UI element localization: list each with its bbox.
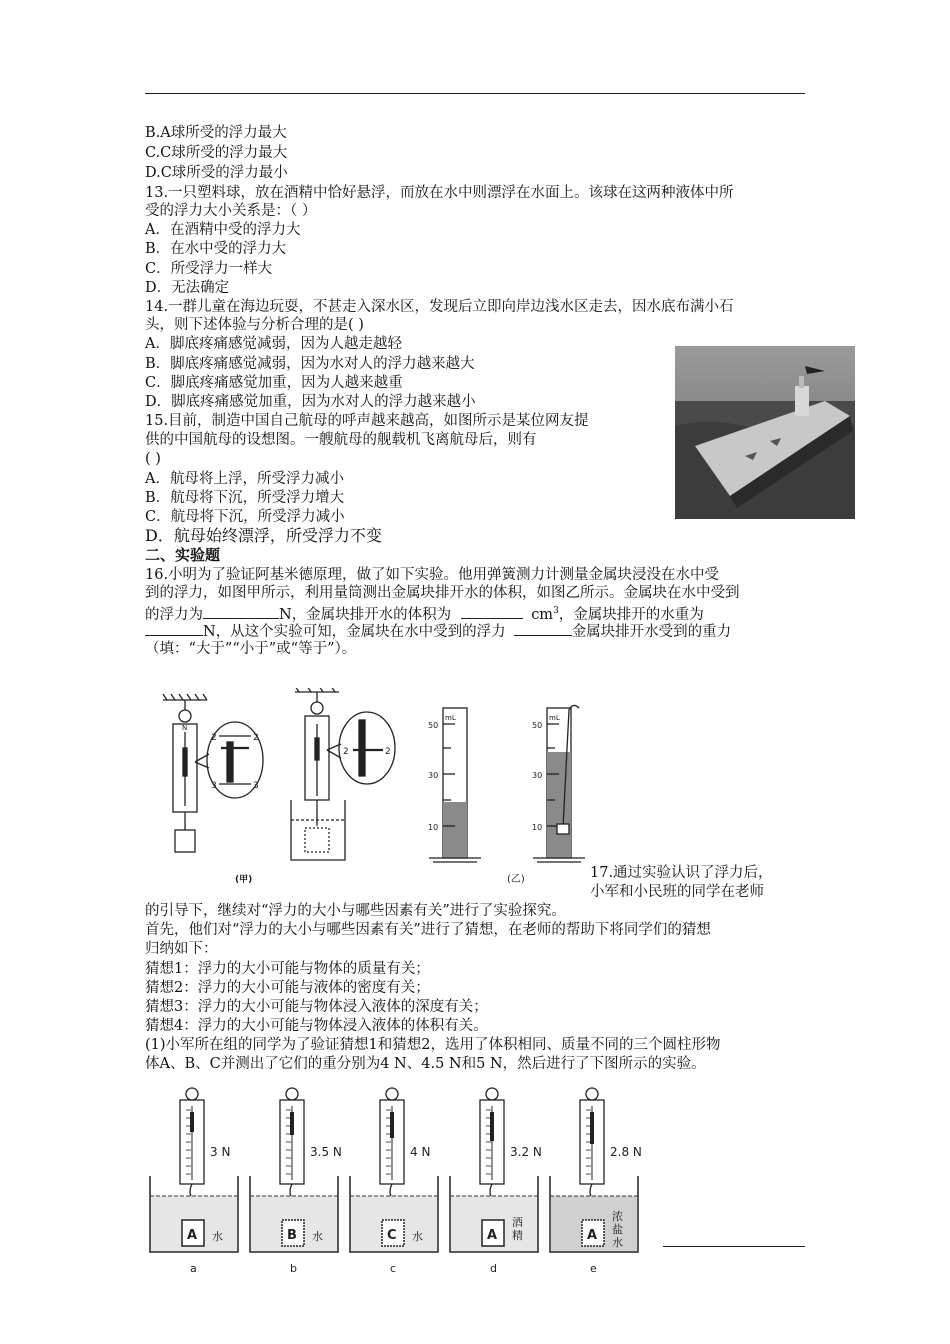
hypothesis-2: 猜想2：浮力的大小可能与液体的密度有关；	[145, 980, 430, 996]
q17-figure	[140, 1080, 670, 1280]
q15-option-b: B．航母将下沉，所受浮力增大	[145, 490, 345, 506]
block-label: C	[387, 1228, 397, 1243]
q17-part1-cont: 体A、B、C并测出了它们的重分别为4 N、4.5 N和5 N，然后进行了下图所示的实验。	[145, 1056, 706, 1072]
answer-blank-3[interactable]	[145, 621, 203, 636]
setup-label: d	[490, 1262, 497, 1275]
q17-stem-5: 归纳如下：	[145, 941, 218, 957]
magnifier-2-tick: 2	[343, 747, 349, 757]
liquid-label: 水	[412, 1230, 423, 1243]
q14-stem-cont: 头，则下述体验与分析合理的是( )	[145, 317, 364, 333]
magnifier-1-bottom-tick: 3	[211, 781, 217, 791]
q12-option-b: B.A球所受的浮力最大	[145, 125, 287, 141]
magnifier-1-top-tick: 2	[211, 733, 217, 743]
block-label: A	[587, 1228, 598, 1243]
scale-spring	[290, 1112, 294, 1135]
beaker-setup-a	[150, 1088, 238, 1275]
q16-text: 金属块排开水受到的重力	[571, 624, 732, 640]
scale-spring	[190, 1112, 194, 1132]
setup-label: b	[290, 1262, 297, 1275]
scale-unit-label: N	[182, 724, 188, 732]
q15-stem: 15.目前，制造中国自己航母的呼声越来越高，如图所示是某位网友提	[145, 413, 589, 429]
cylinder-tick-50: 50	[428, 721, 439, 730]
beaker-setup-c	[350, 1088, 438, 1275]
magnifier-1-bottom-tick: 3	[253, 781, 259, 791]
scale-reading: 4 N	[410, 1145, 431, 1159]
figure-caption-yi: (乙)	[507, 874, 525, 885]
q14-stem: 14.一群儿童在海边玩耍，不甚走入深水区，发现后立即向岸边浅水区走去，因水底布满小石	[145, 299, 734, 315]
q16-text: 的浮力为	[145, 606, 203, 623]
q15-paren: ( )	[145, 451, 161, 467]
q12-option-d: D.C球所受的浮力最小	[145, 165, 288, 181]
q16-text: N，从这个实验可知，金属块在水中受到的浮力	[203, 624, 506, 640]
q16-stem-5: （填：“大于”“小于”或“等于”）。	[145, 641, 357, 657]
q13-option-c: C．所受浮力一样大	[145, 261, 273, 277]
q13-option-b: B．在水中受的浮力大	[145, 241, 287, 257]
q16-stem: 16.小明为了验证阿基米德原理，做了如下实验。他用弹簧测力计测量金属块浸没在水中受	[145, 567, 720, 583]
figure-caption-jia: (甲)	[235, 875, 253, 885]
q13-option-a: A．在酒精中受的浮力大	[145, 222, 301, 238]
q17-part1: (1)小军所在组的同学为了验证猜想1和猜想2，选用了体积相同、质量不同的三个圆柱形物	[145, 1037, 721, 1053]
liquid-label: 酒精	[512, 1216, 523, 1242]
q17-stem-2: 小军和小民班的同学在老师	[590, 884, 764, 900]
hypothesis-1: 猜想1：浮力的大小可能与物体的质量有关；	[145, 961, 430, 977]
block-label: A	[187, 1228, 198, 1243]
block-label: B	[287, 1228, 297, 1243]
header-rule	[145, 93, 805, 94]
spring-scale-2	[291, 688, 345, 860]
cylinder-tick-30: 30	[532, 771, 543, 780]
q13-option-d: D．无法确定	[145, 280, 230, 296]
cylinder-tick-50: 50	[532, 721, 543, 730]
beaker-setup-e	[550, 1088, 642, 1275]
answer-blank-4[interactable]	[514, 621, 572, 636]
q15-option-c: C．航母将下沉，所受浮力减小	[145, 509, 345, 525]
beaker-setup-d	[450, 1088, 542, 1275]
unit-exponent: 3	[553, 606, 559, 616]
setup-label: e	[590, 1262, 597, 1275]
cylinder-tick-10: 10	[532, 823, 543, 832]
q12-option-c: C.C球所受的浮力最大	[145, 145, 288, 161]
q17-stem-3: 的引导下，继续对“浮力的大小与哪些因素有关”进行了实验探究。	[145, 903, 566, 919]
scale-reading: 2.8 N	[610, 1145, 642, 1159]
scale-spring	[590, 1112, 594, 1144]
q16-text: N，金属块排开水的体积为	[279, 606, 452, 623]
scale-reading: 3.5 N	[310, 1145, 342, 1159]
q14-option-b: B．脚底疼痛感觉减弱，因为水对人的浮力越来越大	[145, 356, 475, 372]
magnifier-2-tick: 2	[385, 747, 391, 757]
answer-rule	[663, 1246, 805, 1247]
spring-scale-1	[163, 694, 207, 852]
q15-option-a: A．航母将上浮，所受浮力减小	[145, 471, 344, 487]
q14-option-c: C．脚底疼痛感觉加重，因为人越来越重	[145, 375, 403, 391]
scale-ring	[386, 1088, 398, 1100]
q16-figure	[155, 688, 595, 888]
hypothesis-4: 猜想4：浮力的大小可能与物体浸入液体的体积有关。	[145, 1018, 488, 1034]
q16-text: ，金属块排开的水重为	[558, 606, 704, 623]
scale-ring	[186, 1088, 198, 1100]
cylinder-tick-30: 30	[428, 771, 439, 780]
answer-blank-2[interactable]	[461, 604, 523, 619]
q13-stem-cont: 受的浮力大小关系是：（ ）	[145, 203, 317, 219]
cylinder-unit: mL	[549, 714, 560, 722]
q14-option-a: A．脚底疼痛感觉减弱，因为人越走越轻	[145, 336, 402, 352]
unit-cm: cm	[531, 606, 554, 623]
q13-stem: 13.一只塑料球，放在酒精中恰好悬浮，而放在水中则漂浮在水面上。该球在这两种液体中所	[145, 185, 734, 201]
q16-stem-2: 到的浮力，如图甲所示，利用量筒测出金属块排开水的体积，如图乙所示。金属块在水中受到	[145, 585, 740, 601]
magnifier-1-top-tick: 2	[253, 733, 259, 743]
section-heading-experiments: 二、实验题	[145, 546, 221, 564]
liquid-label: 水	[212, 1230, 223, 1243]
answer-blank-1[interactable]	[203, 604, 279, 619]
q17-stem: 17.通过实验认识了浮力后，	[590, 865, 773, 881]
block-label: A	[487, 1228, 498, 1243]
scale-ring	[286, 1088, 298, 1100]
q17-stem-4: 首先，他们对“浮力的大小与哪些因素有关”进行了猜想，在老师的帮助下将同学们的猜想	[145, 922, 711, 938]
scale-ring	[586, 1088, 598, 1100]
liquid-label: 水	[312, 1230, 323, 1243]
beaker-setup-b	[250, 1088, 342, 1275]
q15-option-d: D．航母始终漂浮，所受浮力不变	[145, 526, 382, 545]
scale-reading: 3.2 N	[510, 1145, 542, 1159]
aircraft-carrier-photo	[675, 346, 855, 519]
cylinder-tick-10: 10	[428, 823, 439, 832]
scale-spring	[490, 1112, 494, 1141]
liquid-label: 浓盐水	[612, 1210, 623, 1249]
graduated-cylinder-1	[429, 708, 481, 862]
setup-label: a	[190, 1262, 197, 1275]
scale-reading: 3 N	[210, 1145, 231, 1159]
q16-stem-4	[145, 621, 731, 642]
setup-label: c	[390, 1262, 397, 1275]
q14-option-d: D．脚底疼痛感觉加重，因为水对人的浮力越来越小	[145, 394, 476, 410]
scale-spring	[390, 1112, 394, 1138]
cylinder-unit: mL	[445, 714, 456, 722]
scale-ring	[486, 1088, 498, 1100]
q15-stem-cont: 供的中国航母的设想图。一艘航母的舰载机飞离航母后，则有	[145, 432, 537, 448]
hypothesis-3: 猜想3：浮力的大小可能与物体浸入液体的深度有关；	[145, 999, 488, 1015]
